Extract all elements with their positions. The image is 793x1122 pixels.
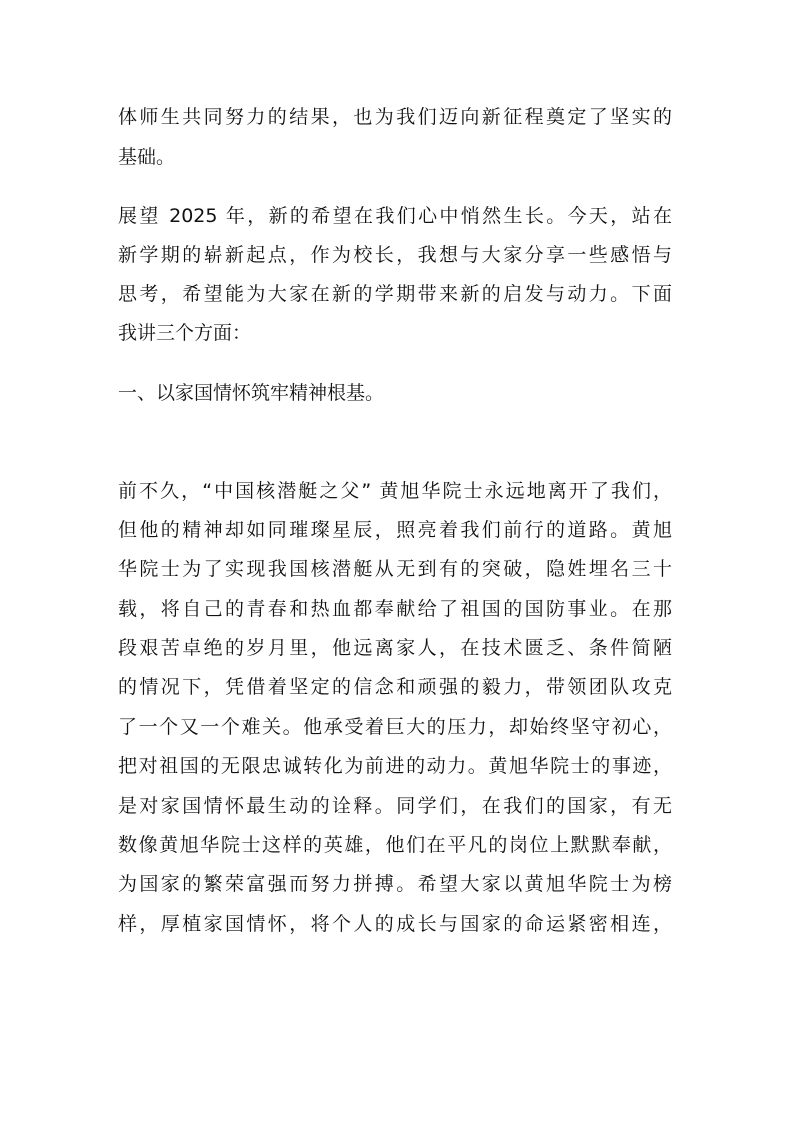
text-line: 华院士为了实现我国核潜艇从无到有的突破，隐姓埋名三十 <box>118 558 672 580</box>
text-line: 数像黄旭华院士这样的英雄，他们在平凡的岗位上默默奉献， <box>118 834 672 856</box>
text-line: 展望 2025 年，新的希望在我们心中悄然生长。今天，站在 <box>118 205 672 227</box>
text-line: 前不久，“中国核潜艇之父” 黄旭华院士永远地离开了我们， <box>118 480 672 502</box>
text-line: 为国家的繁荣富强而努力拼搏。希望大家以黄旭华院士为榜 <box>118 873 672 895</box>
text-line: 段艰苦卓绝的岁月里，他远离家人，在技术匮乏、条件简陋 <box>118 637 672 659</box>
text-line: 是对家国情怀最生动的诠释。同学们，在我们的国家，有无 <box>118 795 672 817</box>
text-line: 载，将自己的青春和热血都奉献给了祖国的国防事业。在那 <box>118 598 672 620</box>
text-line: 了一个又一个难关。他承受着巨大的压力，却始终坚守初心， <box>118 716 672 738</box>
text-line: 的情况下，凭借着坚定的信念和顽强的毅力，带领团队攻克 <box>118 676 672 698</box>
heading-text: 一、以家国情怀筑牢精神根基。 <box>118 382 385 404</box>
text-line: 我讲三个方面： <box>118 322 252 344</box>
text-line: 体师生共同努力的结果，也为我们迈向新征程奠定了坚实的 <box>118 106 672 128</box>
text-line: 把对祖国的无限忠诚转化为前进的动力。黄旭华院士的事迹， <box>118 755 672 777</box>
text-line: 样，厚植家国情怀，将个人的成长与国家的命运紧密相连， <box>118 913 672 935</box>
text-line: 思考，希望能为大家在新的学期带来新的启发与动力。下面 <box>118 283 672 305</box>
text-line: 但他的精神却如同璀璨星辰，照亮着我们前行的道路。黄旭 <box>118 519 672 541</box>
text-line: 基础。 <box>118 146 176 168</box>
text-line: 新学期的崭新起点，作为校长，我想与大家分享一些感悟与 <box>118 244 672 266</box>
